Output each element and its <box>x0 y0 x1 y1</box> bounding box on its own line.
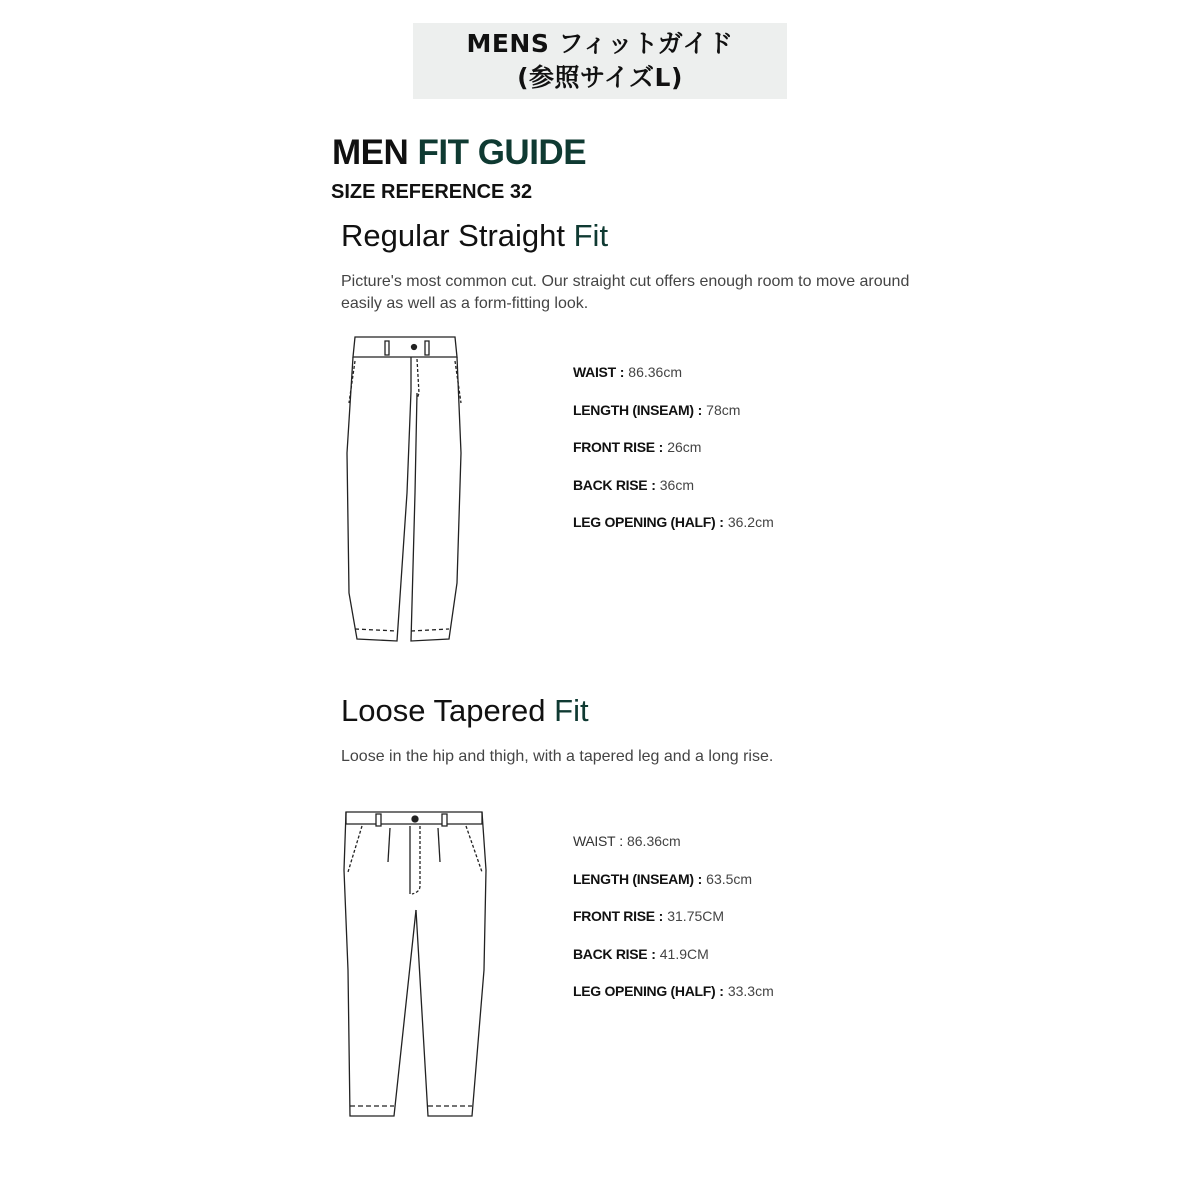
spec-waist: WAIST : 86.36cm <box>573 833 681 849</box>
size-reference: SIZE REFERENCE 32 <box>331 181 533 203</box>
spec-length-inseam: LENGTH (INSEAM) : 63.5cm <box>573 870 753 887</box>
fit-name: Loose Tapered <box>341 693 555 728</box>
header-line-2: (参照サイズL) <box>517 63 683 92</box>
japanese-header-box <box>413 23 787 99</box>
fit-name-accent: Fit <box>573 218 609 253</box>
spec-length-inseam: LENGTH (INSEAM) : 78cm <box>573 401 741 418</box>
specs-regular-straight <box>573 364 774 552</box>
guide-title-accent: FIT GUIDE <box>417 133 587 172</box>
fit-title-loose-tapered <box>341 693 589 729</box>
loose-tapered-pants-icon <box>342 810 492 1120</box>
fit-title-regular-straight <box>341 218 608 254</box>
spec-front-rise: FRONT RISE : 31.75CM <box>573 908 725 925</box>
spec-front-rise: FRONT RISE : 26cm <box>573 439 702 456</box>
spec-waist: WAIST : 86.36cm <box>573 364 682 380</box>
spec-back-rise: BACK RISE : 41.9CM <box>573 945 709 962</box>
specs-loose-tapered <box>573 833 774 1021</box>
spec-leg-opening: LEG OPENING (HALF) : 36.2cm <box>573 514 774 531</box>
fit-name: Regular Straight <box>341 218 574 253</box>
header-line-1: MENS フィットガイド <box>466 29 734 58</box>
fit-name-accent: Fit <box>554 693 589 728</box>
spec-back-rise: BACK RISE : 36cm <box>573 476 694 493</box>
regular-straight-pants-icon <box>345 333 465 649</box>
guide-title <box>332 133 586 173</box>
guide-title-main: MEN <box>332 133 418 172</box>
spec-leg-opening: LEG OPENING (HALF) : 33.3cm <box>573 983 774 1000</box>
fit-description-regular-straight: Picture's most common cut. Our straight cut offers enough room to move around easily as well as a form-fitting look. <box>341 273 910 312</box>
fit-description-loose-tapered: Loose in the hip and thigh, with a tapered leg and a long rise. <box>341 748 774 765</box>
